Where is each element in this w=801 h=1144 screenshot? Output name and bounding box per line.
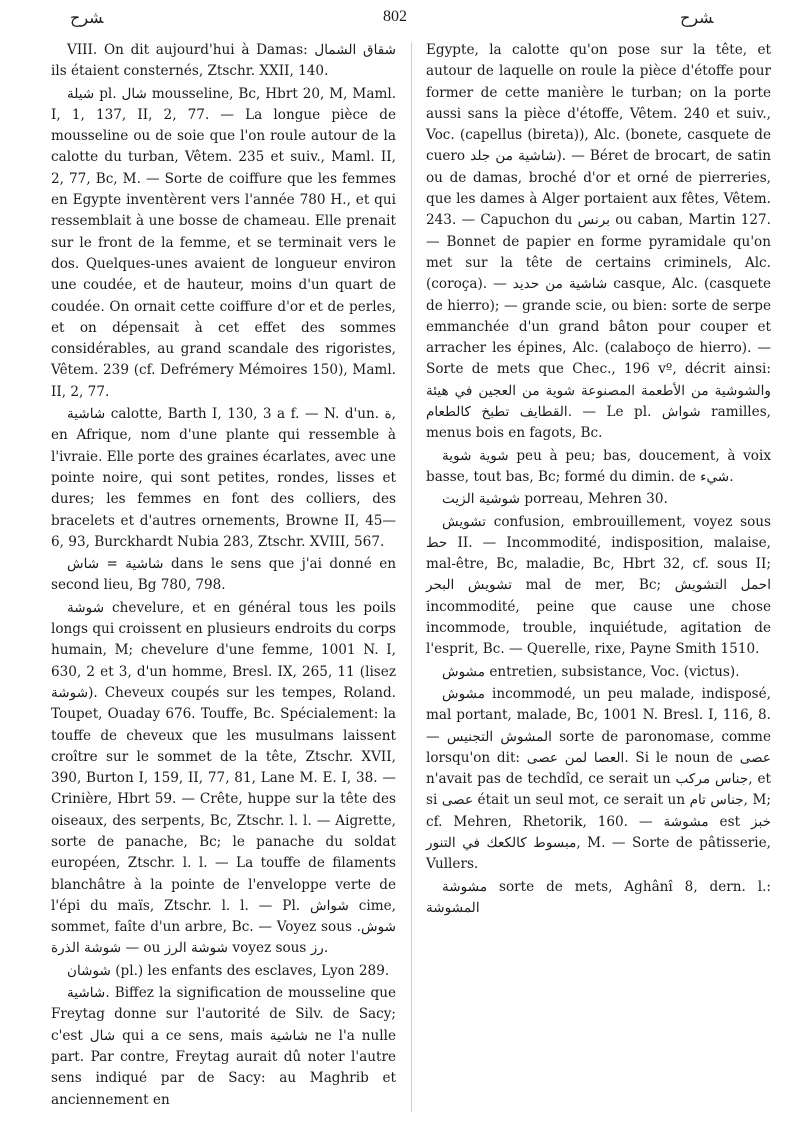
left-paragraph: VIII. On dit aujourd'hui à Damas: ﺷﻘﺎﻕ ﺍﻟﺸﻤﺎﻝ ils étaient consternés, Ztschr. XXII, 140. bbox=[51, 42, 396, 80]
right-column bbox=[426, 40, 771, 919]
left-column bbox=[51, 40, 396, 1111]
left-paragraph: ﺷﺎﺷﻴﺔ calotte, Barth I, 130, 3 a f. — N. d'un. ﺓ, en Afrique, nom d'une plante qui ressemble à l'ivraie. Elle porte des graines écarlates, avec une pointe noire, qui sont petites, rondes, lisses et dures; les femmes en font des colliers, des bracelets et d'autres ornements, Browne II, 45—6, 93, Burckhardt Nubia 283, Ztschr. XVIII, 567. bbox=[51, 406, 396, 550]
running-head-left: ﺸﺮﺡ bbox=[70, 8, 104, 27]
left-paragraph: ﺷﻮﺷﺎﻥ (pl.) les enfants des esclaves, Lyon 289. bbox=[67, 962, 390, 979]
right-paragraph: ﺷﻮﺷﻴﺔ ﺍﻟﺰﻳﺖ porreau, Mehren 30. bbox=[442, 491, 668, 508]
left-paragraph: ﺷﺎﺷﻴﺔ. Biffez la signification de mousseline que Freytag donne sur l'autorité de Silv. de Sacy; c'est ﺷﺎﻝ qui a ce sens, mais ﺷﺎﺷﻴﺔ ne l'a nulle part. Par contre, Freytag aurait dû noter l'autre sens indiqué par de Sacy: au Maghrib et anciennement en bbox=[51, 985, 397, 1108]
right-paragraph: ﻣﺸﻮﺷﺔ sorte de mets, Aghânî 8, dern. l.: ﺍﻟﻤﺸﻮﺷﺔ bbox=[426, 878, 771, 916]
right-paragraph: Egypte, la calotte qu'on pose sur la tête, et autour de laquelle on roule la pièce d'étoffe pour former de cette manière le turban; on la porte aussi sans la pièce d'étoffe, Vêtem. 240 et suiv., Voc. (capellus (bireta)), Alc. (bonete, casquete de cuero ﺷﺎﺷﻴﺔ ﻣﻦ ﺟﻠﺪ). — Béret de brocart, de satin ou de damas, broché d'or et orné de pierreries, que les dames à Alger portaient aux fêtes, Vêtem. 243. — Capuchon du ﺑﺮﻧﺲ ou caban, Martin 127. — Bonnet de papier en forme pyramidale qu'on met sur la tête de certains criminels, Alc. (coroça). — ﺷﺎﺷﻴﺔ ﻣﻦ ﺣﺪﻳﺪ casque, Alc. (casquete de hierro); — grande scie, ou bien: sorte de serpe emmanchée d'un grand bâton pour couper et arracher les épines, Alc. (calaboço de hierro). — Sorte de mets que Chec., 196 vº, décrit ainsi: ﻭﺍﻟﺸﻮﺷﻴﺔ ﻣﻦ ﺍﻷﻃﻌﻤﺔ ﺍﻟﻤﺼﻨﻮﻋﺔ ﺷﻮﻳﺔ ﻣﻦ ﺍﻟﻌﺠﻴﻦ ﻓﻲ ﻫﻴﺌﺔ ﺍﻟﻘﻄﺎﻳﻒ ﺗﻄﺒﺦ ﻛﺎﻟﻄﻌﺎﻡ. — Le pl. ﺷﻮﺍﺵ ramilles, menus bois en fagots, Bc. bbox=[426, 42, 771, 442]
right-paragraph: ﺷﻮﻳﺔ ﺷﻮﻳﺔ peu à peu; bas, doucement, à voix basse, tout bas, Bc; formé du dimin. de ﺷﻲﺀ. bbox=[426, 447, 771, 485]
right-paragraph: ﺗﺸﻮﻳﺶ confusion, embrouillement, voyez sous ﺣﻂ II. — Incommodité, indisposition, malaise, mal-être, Bc, maladie, Bc, Hbrt 32, cf. sous II; ﺗﺸﻮﻳﺶ ﺍﻟﺒﺤﺮ mal de mer, Bc; ﺍﺣﻤﻞ ﺍﻟﺘﺸﻮﻳﺶ incommodité, peine que cause une chose incommode, trouble, inquiétude, agitation de l'esprit, Bc. — Querelle, rixe, Payne Smith 1510. bbox=[426, 513, 771, 658]
page-header bbox=[0, 0, 801, 40]
left-paragraph: ﺷﻮﺷﺔ chevelure, et en général tous les poils longs qui croissent en plusieurs endroits du corps humain, M; chevelure d'une femme, 1001 N. I, 630, 2 et 3, d'un homme, Bresl. IX, 265, 11 (lisez ﺷﻮﺷﺔ). Cheveux coupés sur les tempes, Roland. Toupet, Ouaday 676. Touffe, Bc. Spécialement: la touffe de cheveux que les musulmans laissent croître sur le sommet de la tête, Ztschr. XVII, 390, Burton I, 159, II, 77, 81, Lane M. E. I, 38. — Crinière, Hbrt 59. — Crête, huppe sur la tête des oiseaux, des serpents, Bc, Ztschr. l. l. — Aigrette, sorte de panache, Bc; le panache du soldat européen, Ztschr. l. l. — La touffe de filaments blanchâtre à la pointe de l'enveloppe verte de l'épi du maïs, Ztschr. l. l. — Pl. ﺷﻮﺍﺵ cime, sommet, faîte d'un arbre, Bc. — Voyez sous ﺷﻮﺵ. — ﺷﻮﺷﺔ ﺍﻟﺬﺭﺓ ou ﺷﻮﺷﺔ ﺍﻟﺮﺯ voyez sous ﺭﺯ. bbox=[51, 599, 396, 957]
running-head-right: ﺸﺮﺡ bbox=[680, 8, 714, 27]
left-paragraph: ﺷﺎﺷﻴﺔ = ﺷﺎﺵ dans le sens que j'ai donné en second lieu, Bg 780, 798. bbox=[51, 556, 396, 594]
column-divider bbox=[411, 42, 412, 1112]
left-paragraph: ﺷﻴﻠﺔ pl. ﺷﺎﻝ mousseline, Bc, Hbrt 20, M, Maml. I, 1, 137, II, 2, 77. — La longue pièce de mousseline ou de soie que l'on roule autour de la calotte du turban, Vêtem. 235 et suiv., Maml. II, 2, 77, Bc, M. — Sorte de coiffure que les femmes en Egypte inventèrent vers l'année 780 H., et qui ressemblait à une bosse de chameau. Elle prenait sur le front de la femme, et se terminait vers le dos. Quelques-unes avaient de longueur environ une coudée, et de hauteur, moins d'un quart de coudée. On ornait cette coiffure d'or et de perles, et on dépensait à cet effet des sommes considérables, au grand scandale des rigoristes, Vêtem. 239 (cf. Defrémery Mémoires 150), Maml. II, 2, 77. bbox=[51, 85, 397, 400]
page-number: 802 bbox=[383, 8, 407, 25]
right-paragraph: ﻣﺸﻮﺵ entretien, subsistance, Voc. (victus). bbox=[442, 663, 740, 680]
right-paragraph: ﻣﺸﻮﺵ incommodé, un peu malade, indisposé, mal portant, malade, Bc, 1001 N. Bresl. I, 116, 8. — ﺍﻟﻤﺸﻮﺵ ﺍﻟﺘﺠﻨﻴﺲ sorte de paronomase, comme lorsqu'on dit: ﺍﻟﻌﺼﺎ ﻟﻤﻦ ﻋﺼﻰ. Si le noun de ﻋﺼﻰ n'avait pas de techdîd, ce serait un ﺟﻨﺎﺱ ﻣﺮﻛﺐ, et si ﻋﺼﻰ était un seul mot, ce serait un ﺟﻨﺎﺱ ﺗﺎﻡ, M; cf. Mehren, Rhetorik, 160. — ﻣﺸﻮﺷﺔ est ﺧﺒﺰ ﻣﺒﺴﻮﻁ ﻛﺎﻟﻜﻌﻚ ﻓﻲ ﺍﻟﺘﻨﻮﺭ, M. — Sorte de pâtisserie, Vullers. bbox=[426, 685, 771, 873]
